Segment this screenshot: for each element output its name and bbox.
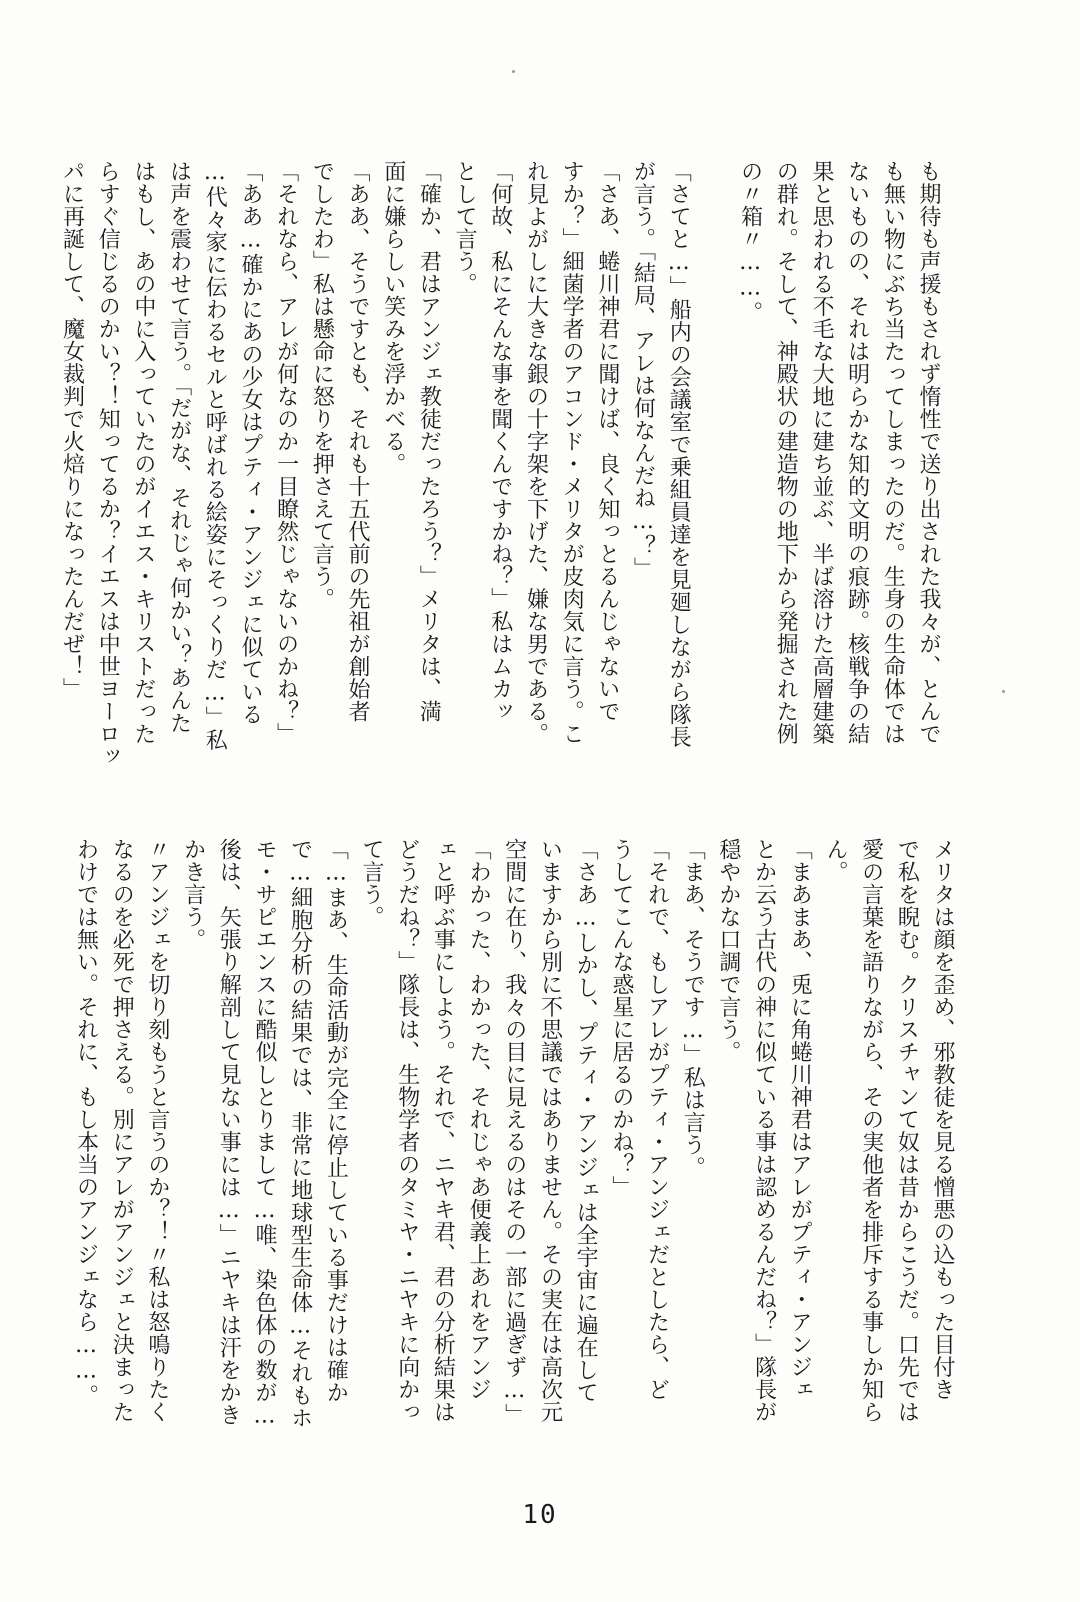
text-line: 「確か、君はアンジェ教徒だったろう？」メリタは、満	[416, 160, 442, 723]
text-line: も期待も声援もされず惰性で送り出された我々が、とんで	[916, 160, 941, 745]
text-line: が言う。「結局、アレは何なんだね…？」	[630, 160, 656, 580]
text-line: の〃箱〃……。	[737, 160, 763, 324]
text-line: として言う。	[452, 160, 478, 295]
text-line: うしてこんな惑星に居るのかね？」	[608, 838, 634, 1198]
text-line: 「まあ、そうです…」私は言う。	[680, 838, 706, 1179]
text-line: 面に嫌らしい笑みを浮かべる。	[380, 160, 406, 475]
text-line: いますから別に不思議ではありません。その実在は高次元	[537, 838, 563, 1423]
text-block-upper	[58, 160, 948, 780]
text-line: どうだね？」隊長は、生物学者のタミヤ・ニヤキに向かっ	[394, 838, 420, 1423]
text-line: パに再誕して、魔女裁判で火焙りになったんだぜ！」	[59, 160, 85, 700]
text-line: で…細胞分析の結果では、非常に地球型生命体…それもホ	[287, 838, 313, 1429]
text-line: 「わかった、わかった、それじゃあ便義上あれをアンジ	[466, 838, 492, 1401]
text-line: でしたわ」私は懸命に怒りを押さえて言う。	[309, 160, 335, 610]
text-line: ん。	[822, 838, 848, 883]
text-line: 「まあまあ、兎に角蜷川神君はアレがプティ・アンジェ	[787, 838, 813, 1401]
text-line	[700, 160, 734, 780]
text-line: わけでは無い。それに、もし本当のアンジェなら……。	[73, 838, 99, 1407]
text-line: 空間に在り、我々の目に見えるのはその一部に過ぎず…」	[501, 838, 527, 1426]
text-line: 「さあ、蜷川神君に聞けば、良く知っとるんじゃないで	[594, 160, 620, 723]
text-line: 「何故、私にそんな事を聞くんですかね？」私はムカッ	[487, 160, 513, 723]
text-line: 穏やかな口調で言う。	[715, 838, 741, 1063]
text-line: すか？」細菌学者のアコンド・メリタが皮肉気に言う。こ	[559, 160, 585, 745]
text-line: とか云う古代の神に似ている事は認めるんだね？」隊長が	[751, 838, 777, 1423]
text-line: て言う。	[359, 838, 384, 928]
text-line: 「ああ…確かにあの少女はプティ・アンジェに似ている	[237, 160, 263, 726]
text-line: ェと呼ぶ事にしよう。それで、ニヤキ君、君の分析結果は	[430, 838, 456, 1423]
text-line: 後は、矢張り解剖して見ない事には…」ニヤキは汗をかき	[216, 838, 242, 1426]
text-line: メリタは顔を歪め、邪教徒を見る憎悪の込もった目付き	[930, 838, 955, 1401]
text-line: 「さあ…しかし、プティ・アンジェは全宇宙に遍在して	[573, 838, 599, 1404]
text-line: の群れ。そして、神殿状の建造物の地下から発掘された例	[773, 160, 799, 745]
text-line: かき言う。	[180, 838, 206, 951]
text-line: ないものの、それは明らかな知的文明の痕跡。核戦争の結	[844, 160, 870, 745]
text-line: 「さてと…」船内の会議室で乗組員達を見廻しながら隊長	[666, 160, 692, 748]
text-line: 「ああ、そうですとも、それも十五代前の先祖が創始者	[345, 160, 370, 723]
text-line: で私を睨む。クリスチャンて奴は昔からこうだ。口先では	[894, 838, 920, 1423]
text-line: 「それなら、アレが何なのか一目瞭然じゃないのかね？」	[273, 160, 299, 745]
text-line: …代々家に伝わるセルと呼ばれる絵姿にそっくりだ…」私	[202, 160, 228, 751]
paper-speck	[512, 70, 515, 73]
paper-speck	[1002, 690, 1005, 693]
text-line: も無い物にぶち当たってしまったのだ。生身の生命体では	[880, 160, 906, 745]
text-line: 「…まあ、生命活動が完全に停止している事だけは確か	[323, 838, 349, 1404]
text-line: 「それで、もしアレがプティ・アンジェだとしたら、ど	[644, 838, 670, 1401]
page-number: 10	[522, 1500, 558, 1530]
text-line: 〃アンジェを切り刻もうと言うのか？！〃私は怒鳴りたく	[144, 838, 170, 1423]
text-line: れ見よがしに大きな銀の十字架を下げた、嫌な男である。	[523, 160, 549, 745]
text-line: は声を震わせて言う。「だがな、それじゃ何かい？あんた	[166, 160, 192, 734]
text-line: はもし、あの中に入っていたのがイエス・キリストだった	[130, 160, 156, 745]
text-block-lower	[72, 838, 962, 1458]
text-line: らすぐ信じるのかい？！知ってるか？イエスは中世ヨーロッ	[95, 160, 121, 768]
text-line: モ・サピエンスに酷似しとりまして…唯、染色体の数が…	[251, 838, 277, 1429]
text-line: なるのを必死で押さえる。別にアレがアンジェと決まった	[109, 838, 135, 1423]
text-line: 愛の言葉を語りながら、その実他者を排斥する事しか知ら	[858, 838, 884, 1423]
text-line: 果と思われる不毛な大地に建ち並ぶ、半ば溶けた高層建築	[808, 160, 834, 745]
